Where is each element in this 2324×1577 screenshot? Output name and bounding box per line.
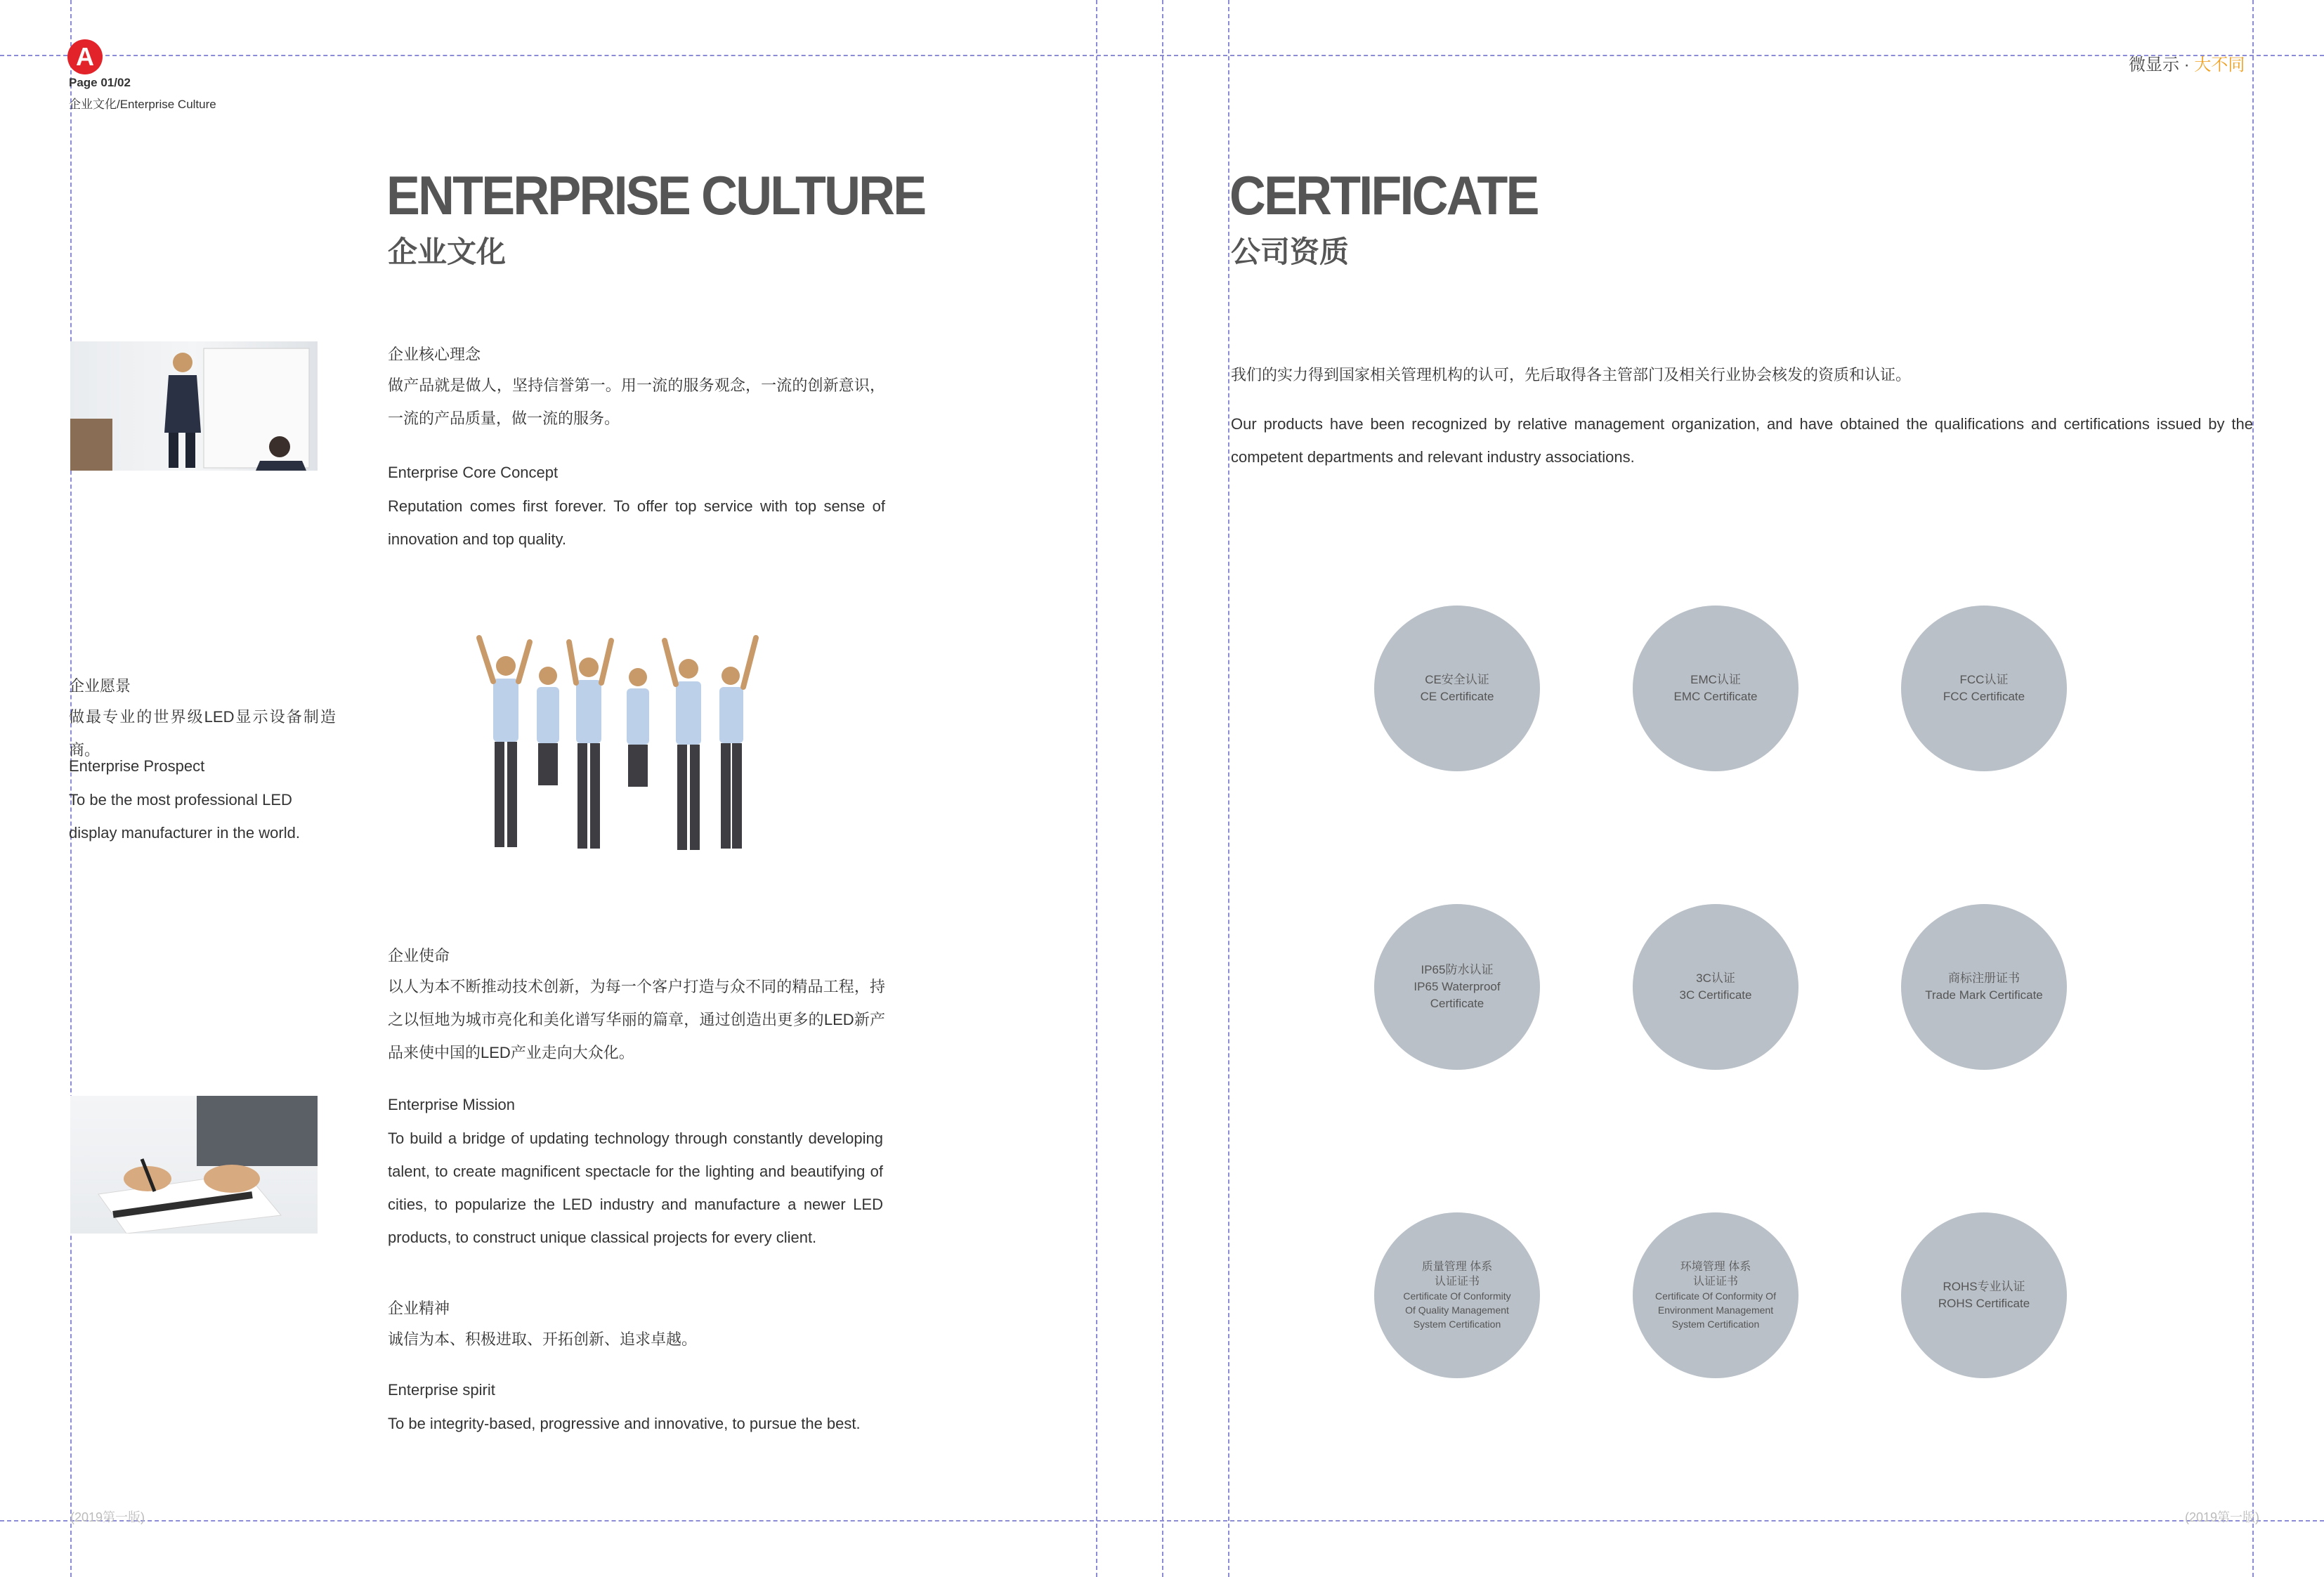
certificate-emc [1633,606,1799,771]
certificate-cn: FCC认证 [1959,673,2009,686]
presentation-photo [70,341,318,471]
section-label: 企业文化/Enterprise Culture [69,98,216,111]
brand-accent: 大不同 [2194,55,2245,74]
core-concept-heading-cn: 企业核心理念 [388,346,481,363]
brand-logo [67,39,103,74]
brand-slogan [2129,51,2245,75]
certificate-cn: EMC认证 [1690,673,1741,686]
certificate-trademark [1901,904,2067,1070]
page-number: Page 01/02 [69,76,131,89]
certificate-en: CE Certificate [1420,690,1494,703]
certificate-en: EMC Certificate [1673,690,1758,703]
prospect-heading-en: Enterprise Prospect [69,757,205,775]
certificate-title: CERTIFICATE [1229,164,1538,226]
certificate-en: IP65 Waterproof Certificate [1414,980,1501,1010]
logo-letter: A [76,42,94,71]
certificate-en: Trade Mark Certificate [1925,988,2043,1002]
certificate-rohs [1901,1212,2067,1378]
mission-heading-cn: 企业使命 [388,947,450,964]
left-footer-edition: (2019第一版) [70,1510,145,1524]
certificate-en: Certificate Of Conformity Of Environment Management System Certification [1655,1290,1776,1330]
right-footer-edition: (2019第一版) [2185,1510,2260,1524]
mission-text-en: To build a bridge of updating technology through constantly developing talent, to create magnificent spectacle for the lighting and beautifying of cities, to popularize the LED industry and manufacture a newer LED products, to construct unique classical projects for every client. [388,1130,883,1246]
certificate-cn: ROHS专业认证 [1943,1280,2025,1293]
prospect-text-en: To be the most professional LED display manufacturer in the world. [69,791,300,842]
certificate-en: Certificate Of Conformity Of Quality Management System Certification [1403,1290,1511,1330]
guide-line [1228,0,1229,1577]
certificate-cn: 质量管理 体系认证证书 [1421,1261,1493,1288]
certificate-quality-management [1374,1212,1540,1378]
prospect-text-cn: 做最专业的世界级LED显示设备制造商。 [69,708,336,759]
spirit-heading-en: Enterprise spirit [388,1381,495,1399]
certificate-intro-cn: 我们的实力得到国家相关管理机构的认可，先后取得各主管部门及相关行业协会核发的资质和认证。 [1231,366,1912,384]
certificate-cn: 环境管理 体系认证证书 [1680,1261,1751,1288]
core-concept-text-cn: 做产品就是做人，坚持信誉第一。用一流的服务观念，一流的创新意识，一流的产品质量，做一流的服务。 [388,377,885,427]
page-subtitle: 企业文化 [388,235,507,268]
certificate-cn: 商标注册证书 [1948,971,2020,985]
mission-text-cn: 以人为本不断推动技术创新，为每一个客户打造与众不同的精品工程，持之以恒地为城市亮化和美化谱写华丽的篇章，通过创造出更多的LED新产品来使中国的LED产业走向大众化。 [388,978,885,1061]
guide-line [1096,0,1097,1577]
certificate-en: FCC Certificate [1943,690,2025,703]
certificate-en: ROHS Certificate [1938,1297,2030,1310]
guide-line [1162,0,1163,1577]
certificate-cn: IP65防水认证 [1421,963,1494,976]
certificate-environment-management [1633,1212,1799,1378]
certificate-cn: CE安全认证 [1425,673,1489,686]
certificate-intro-en: Our products have been recognized by relative management organization, and have obtained the qualifications and certifications issued by the competent departments and relevant industry associations. [1231,415,2253,466]
spirit-heading-cn: 企业精神 [388,1300,450,1317]
mission-heading-en: Enterprise Mission [388,1096,515,1113]
certificate-fcc [1901,606,2067,771]
core-concept-heading-en: Enterprise Core Concept [388,464,559,481]
brand-main: 微显示 · [2129,55,2195,74]
certificate-ip65 [1374,904,1540,1070]
core-concept-text-en: Reputation comes first forever. To offer top service with top sense of innovation and top quality. [388,497,885,548]
page-title: ENTERPRISE CULTURE [386,164,925,226]
spirit-text-cn: 诚信为本、积极进取、开拓创新、追求卓越。 [388,1330,698,1348]
team-photo [436,624,808,877]
guide-line [2252,0,2254,1577]
certificate-cn: 3C认证 [1696,971,1735,985]
certificate-3c [1633,904,1799,1070]
spirit-text-en: To be integrity-based, progressive and innovative, to pursue the best. [388,1415,861,1432]
prospect-heading-cn: 企业愿景 [69,677,131,695]
certificate-subtitle: 公司资质 [1231,235,1350,268]
certificate-en: 3C Certificate [1679,988,1752,1002]
signing-photo [70,1096,318,1234]
certificate-ce [1374,606,1540,771]
